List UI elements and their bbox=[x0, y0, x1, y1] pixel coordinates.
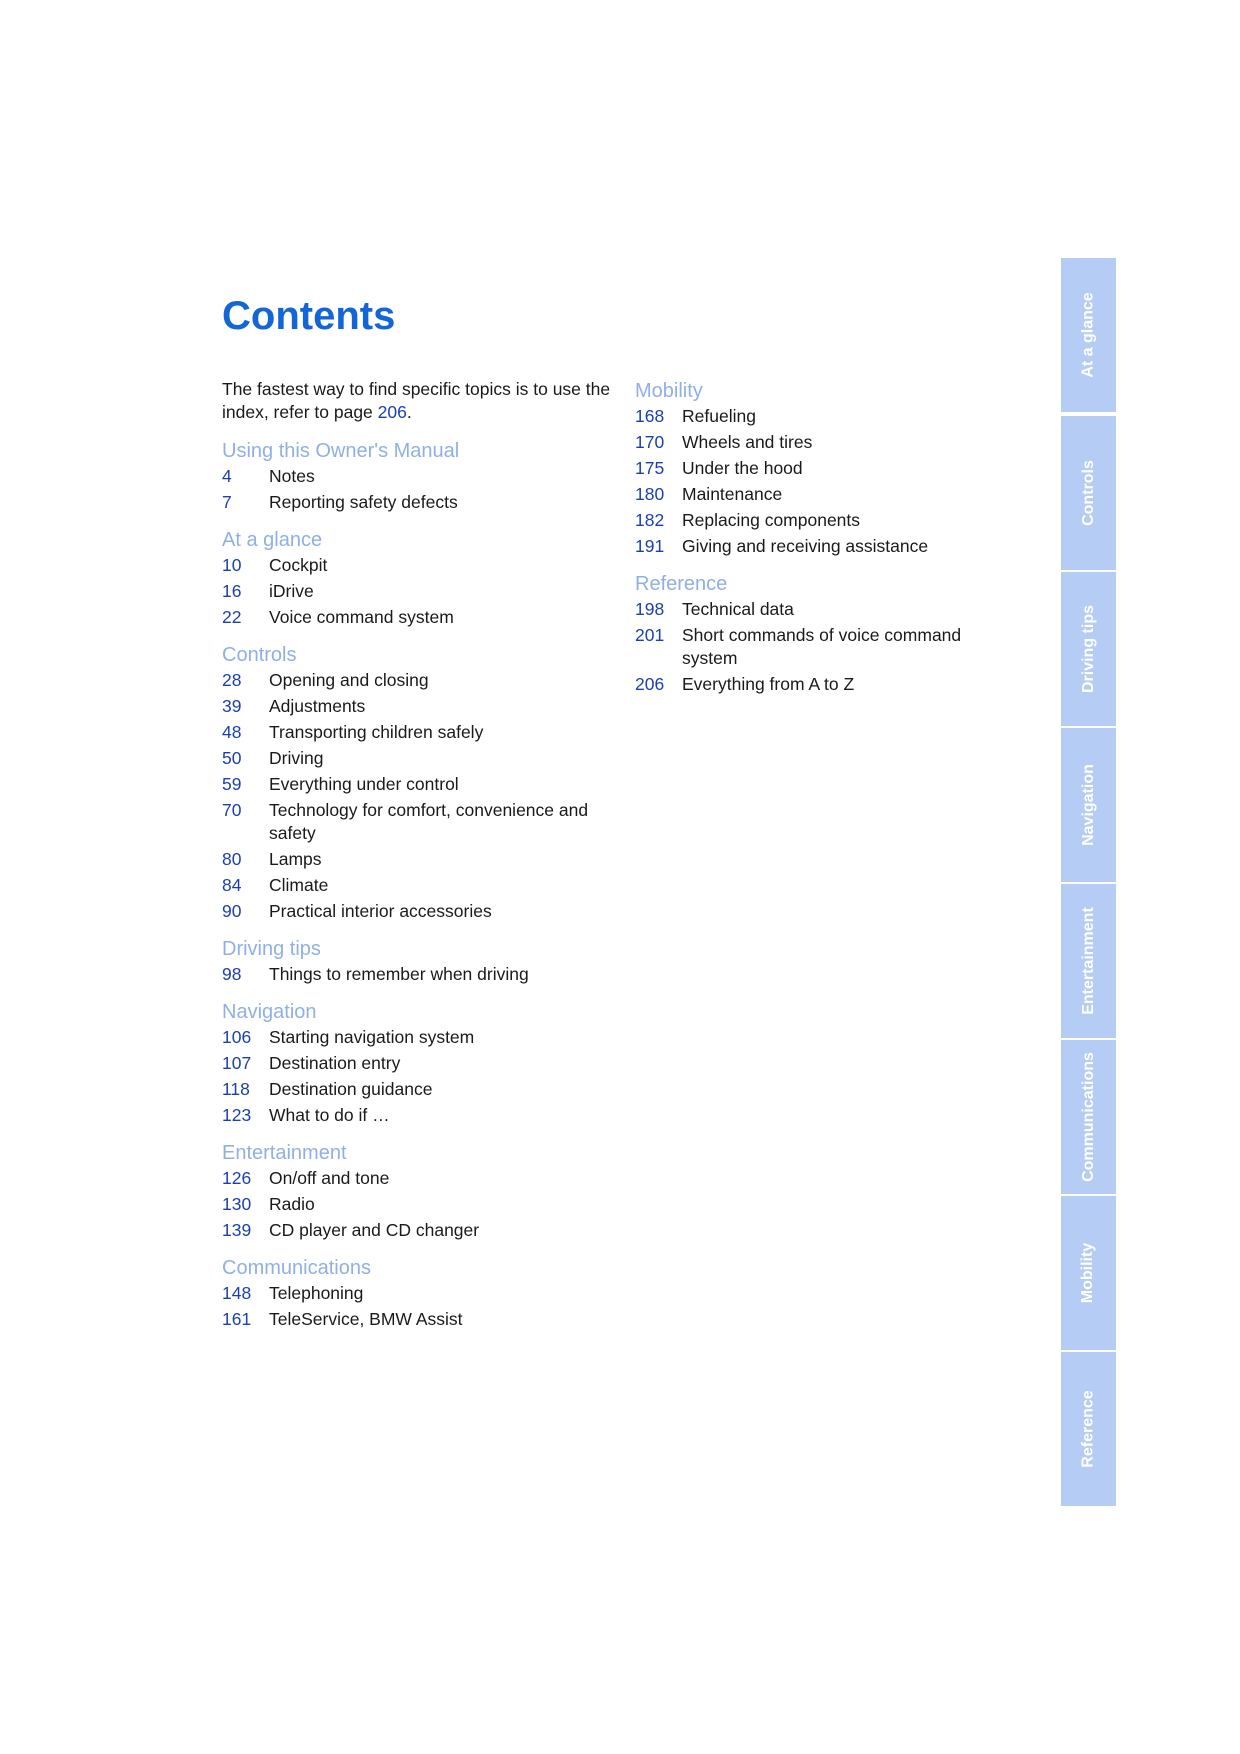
entry-page-number: 180 bbox=[635, 484, 665, 504]
entry-page-number: 139 bbox=[222, 1220, 252, 1240]
toc-entry[interactable] bbox=[222, 874, 612, 897]
entry-page-number: 98 bbox=[222, 964, 242, 984]
chapter-tab-label: Navigation bbox=[1079, 764, 1097, 846]
chapter-tab-label: Controls bbox=[1079, 460, 1097, 526]
toc-entry[interactable] bbox=[222, 848, 612, 871]
entry-page-number: 170 bbox=[635, 432, 665, 452]
toc-entry[interactable] bbox=[222, 695, 612, 718]
entry-title: Reporting safety defects bbox=[269, 492, 458, 512]
entry-page-number: 50 bbox=[222, 748, 242, 768]
entry-page-number: 7 bbox=[222, 492, 232, 512]
entry-page-number: 48 bbox=[222, 722, 242, 742]
toc-entry[interactable] bbox=[635, 405, 1005, 428]
entry-page-number: 59 bbox=[222, 774, 242, 794]
toc-section-controls bbox=[222, 642, 612, 923]
chapter-tab-entertainment[interactable] bbox=[1061, 882, 1116, 1038]
right-sections bbox=[635, 378, 1005, 696]
toc-entry[interactable] bbox=[635, 483, 1005, 506]
entry-page-number: 123 bbox=[222, 1105, 252, 1125]
entry-title: Transporting children safely bbox=[269, 722, 484, 742]
toc-entry[interactable] bbox=[222, 1308, 612, 1331]
toc-section-at-a-glance bbox=[222, 527, 612, 629]
entry-title: Short commands of voice command system bbox=[682, 625, 962, 668]
entry-page-number: 126 bbox=[222, 1168, 252, 1188]
section-heading: Reference bbox=[635, 573, 728, 595]
chapter-tab-communications[interactable] bbox=[1061, 1038, 1116, 1194]
entry-page-number: 168 bbox=[635, 406, 665, 426]
chapter-tab-label: Driving tips bbox=[1079, 604, 1097, 694]
entry-page-number: 191 bbox=[635, 536, 665, 556]
section-heading: Navigation bbox=[222, 1001, 317, 1023]
entry-title: Lamps bbox=[269, 849, 322, 869]
toc-section-using-this-owner-s-manual bbox=[222, 438, 612, 514]
entry-page-number: 201 bbox=[635, 625, 665, 645]
chapter-tab-reference[interactable] bbox=[1061, 1350, 1116, 1506]
section-heading: Controls bbox=[222, 644, 297, 666]
chapter-tab-label: Mobility bbox=[1079, 1242, 1097, 1304]
entry-page-number: 90 bbox=[222, 901, 242, 921]
entry-title: Opening and closing bbox=[269, 670, 429, 690]
entry-page-number: 182 bbox=[635, 510, 665, 530]
chapter-tab-label: Reference bbox=[1079, 1390, 1097, 1468]
entry-title: Destination guidance bbox=[269, 1079, 433, 1099]
toc-section-entertainment bbox=[222, 1140, 612, 1242]
entry-title: Everything under control bbox=[269, 774, 459, 794]
toc-entry[interactable] bbox=[222, 554, 612, 577]
entry-page-number: 70 bbox=[222, 800, 242, 820]
intro-text bbox=[222, 378, 612, 424]
entry-title: Everything from A to Z bbox=[682, 674, 855, 694]
section-heading: At a glance bbox=[222, 529, 323, 551]
entry-title: Notes bbox=[269, 466, 315, 486]
entry-title: Refueling bbox=[682, 406, 756, 426]
entry-title: CD player and CD changer bbox=[269, 1220, 480, 1240]
entry-title: Technical data bbox=[682, 599, 794, 619]
section-heading: Entertainment bbox=[222, 1142, 347, 1164]
entry-page-number: 206 bbox=[635, 674, 665, 694]
section-heading: Mobility bbox=[635, 380, 703, 402]
entry-page-number: 148 bbox=[222, 1283, 252, 1303]
entry-title: Destination entry bbox=[269, 1053, 401, 1073]
entry-title: Things to remember when driving bbox=[269, 964, 529, 984]
entry-page-number: 80 bbox=[222, 849, 242, 869]
chapter-tab-controls[interactable] bbox=[1061, 414, 1116, 570]
intro-period: . bbox=[406, 402, 412, 422]
entry-page-number: 106 bbox=[222, 1027, 252, 1047]
toc-entry[interactable] bbox=[222, 721, 612, 744]
toc-entry[interactable] bbox=[635, 598, 1005, 621]
toc-entry[interactable] bbox=[222, 465, 612, 488]
toc-entry[interactable] bbox=[222, 799, 612, 845]
toc-entry[interactable] bbox=[222, 669, 612, 692]
index-page-link[interactable]: 206 bbox=[377, 402, 407, 422]
section-heading: Communications bbox=[222, 1257, 371, 1279]
chapter-tab-navigation[interactable] bbox=[1061, 726, 1116, 882]
section-heading: Using this Owner's Manual bbox=[222, 440, 460, 462]
entry-title: Replacing components bbox=[682, 510, 861, 530]
entry-title: TeleService, BMW Assist bbox=[269, 1309, 463, 1329]
toc-section-communications bbox=[222, 1255, 612, 1331]
toc-entry[interactable] bbox=[222, 1193, 612, 1216]
entry-title: Wheels and tires bbox=[682, 432, 813, 452]
toc-section-reference bbox=[635, 571, 1005, 696]
toc-section-driving-tips bbox=[222, 936, 612, 986]
entry-page-number: 198 bbox=[635, 599, 665, 619]
section-heading: Driving tips bbox=[222, 938, 321, 960]
toc-entry[interactable] bbox=[222, 1219, 612, 1242]
entry-title: Voice command system bbox=[269, 607, 454, 627]
intro-sentence: The fastest way to find specific topics is to use the index, refer to page bbox=[222, 379, 611, 422]
entry-title: Telephoning bbox=[269, 1283, 364, 1303]
chapter-tab-label: Communications bbox=[1079, 1052, 1097, 1182]
toc-entry[interactable] bbox=[222, 1104, 612, 1127]
toc-entry[interactable] bbox=[222, 747, 612, 770]
chapter-tab-label: Entertainment bbox=[1079, 907, 1097, 1015]
entry-page-number: 4 bbox=[222, 466, 232, 486]
entry-title: Radio bbox=[269, 1194, 315, 1214]
toc-entry[interactable] bbox=[635, 509, 1005, 532]
entry-title: Driving bbox=[269, 748, 324, 768]
left-sections bbox=[222, 438, 612, 1331]
entry-page-number: 107 bbox=[222, 1053, 252, 1073]
toc-entry[interactable] bbox=[222, 1167, 612, 1190]
chapter-tab-driving-tips[interactable] bbox=[1061, 570, 1116, 726]
toc-right-column bbox=[635, 378, 1005, 709]
entry-title: Practical interior accessories bbox=[269, 901, 492, 921]
entry-title: Cockpit bbox=[269, 555, 328, 575]
toc-entry[interactable] bbox=[635, 673, 1005, 696]
entry-title: Technology for comfort, convenience and safety bbox=[269, 800, 589, 843]
entry-page-number: 10 bbox=[222, 555, 242, 575]
entry-page-number: 130 bbox=[222, 1194, 252, 1214]
entry-page-number: 39 bbox=[222, 696, 242, 716]
entry-page-number: 175 bbox=[635, 458, 665, 478]
entry-page-number: 84 bbox=[222, 875, 242, 895]
entry-title: What to do if … bbox=[269, 1105, 390, 1125]
toc-section-navigation bbox=[222, 999, 612, 1127]
entry-title: Maintenance bbox=[682, 484, 783, 504]
chapter-tab-at-a-glance[interactable] bbox=[1061, 258, 1116, 412]
entry-title: Starting navigation system bbox=[269, 1027, 475, 1047]
entry-title: Adjustments bbox=[269, 696, 366, 716]
toc-section-mobility bbox=[635, 378, 1005, 558]
toc-entry[interactable] bbox=[222, 1052, 612, 1075]
toc-entry[interactable] bbox=[635, 535, 1005, 558]
entry-page-number: 16 bbox=[222, 581, 242, 601]
entry-page-number: 161 bbox=[222, 1309, 252, 1329]
entry-title: On/off and tone bbox=[269, 1168, 390, 1188]
entry-page-number: 118 bbox=[222, 1079, 250, 1099]
toc-entry[interactable] bbox=[222, 1078, 612, 1101]
toc-entry[interactable] bbox=[222, 491, 612, 514]
toc-entry[interactable] bbox=[635, 624, 1005, 670]
toc-entry[interactable] bbox=[222, 963, 612, 986]
entry-title: Under the hood bbox=[682, 458, 803, 478]
entry-page-number: 28 bbox=[222, 670, 242, 690]
toc-left-column bbox=[222, 378, 612, 1344]
chapter-tab-mobility[interactable] bbox=[1061, 1194, 1116, 1350]
toc-entry[interactable] bbox=[635, 431, 1005, 454]
entry-title: Climate bbox=[269, 875, 329, 895]
toc-entry[interactable] bbox=[222, 773, 612, 796]
entry-title: Giving and receiving assistance bbox=[682, 536, 929, 556]
entry-page-number: 22 bbox=[222, 607, 242, 627]
toc-entry[interactable] bbox=[222, 606, 612, 629]
page-title: Contents bbox=[222, 294, 396, 338]
chapter-tab-label: At a glance bbox=[1079, 292, 1097, 378]
toc-entry[interactable] bbox=[222, 1282, 612, 1305]
toc-entry[interactable] bbox=[635, 457, 1005, 480]
toc-entry[interactable] bbox=[222, 1026, 612, 1049]
toc-entry[interactable] bbox=[222, 900, 612, 923]
chapter-tab-bar bbox=[1061, 258, 1116, 1508]
entry-title: iDrive bbox=[269, 581, 314, 601]
toc-entry[interactable] bbox=[222, 580, 612, 603]
